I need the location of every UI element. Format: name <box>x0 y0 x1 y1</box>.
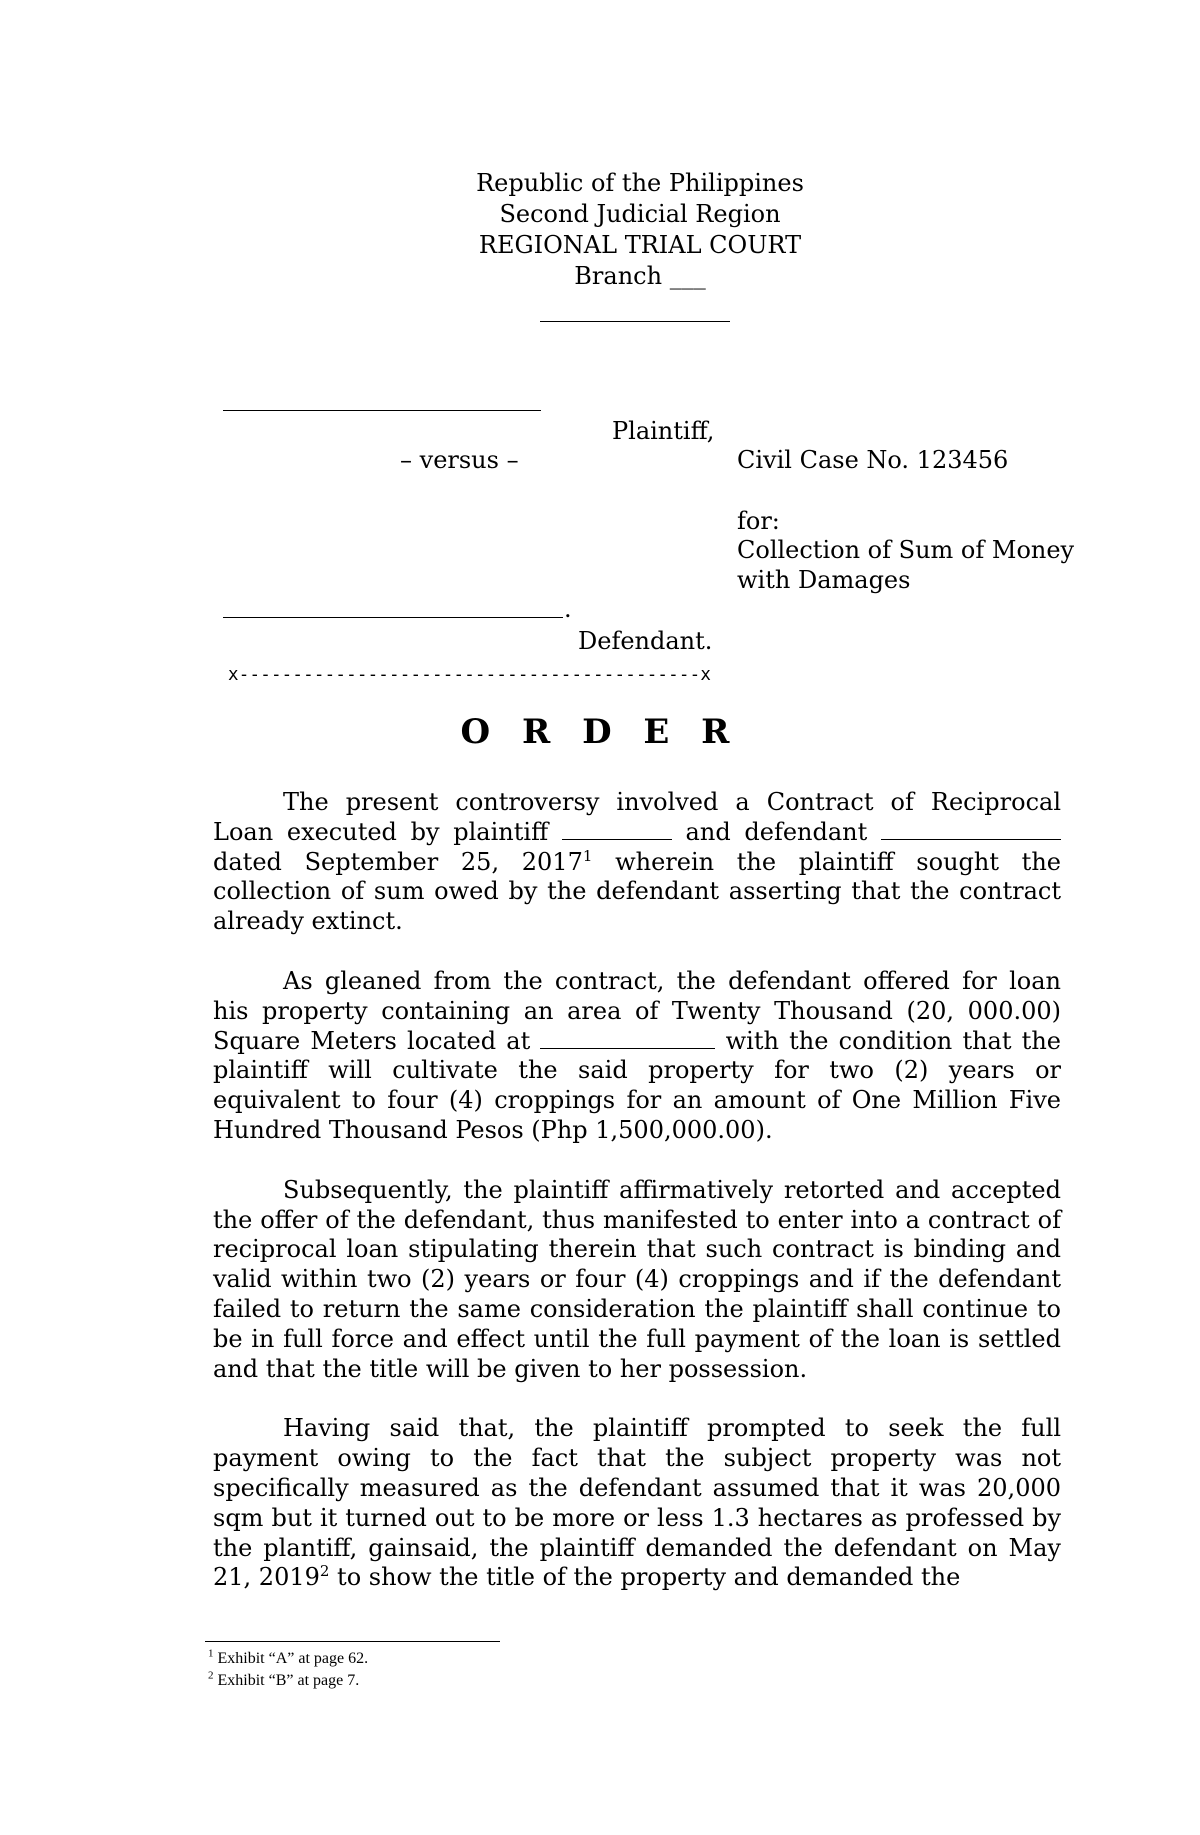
header-court: REGIONAL TRIAL COURT <box>478 231 802 259</box>
plaintiff-label: Plaintiff, <box>612 417 715 445</box>
paragraph-4-text-a: Having said that, the plaintiff prompted to seek the full payment owing to the fact that the subject property was not specifically measured as the defendant assumed that it was 20,000 sqm but it turned out to be more or less 1.3 hectares as professed by the plantiff, gainsaid, the plaintiff demanded the defendant on May 21, 2019 <box>213 1414 1061 1592</box>
paragraph-1-text-a: The present controversy involved a Contract of Reciprocal Loan executed by plaintiff <box>213 788 1061 846</box>
paragraph-1-text-c: dated September 25, 2017 <box>213 847 583 876</box>
footnote-2-text: Exhibit “B” at page 7. <box>213 1672 360 1689</box>
paragraph-4-text-b: to show the title of the property and demanded the <box>329 1563 961 1592</box>
case-for-label: for: <box>737 507 780 535</box>
defendant-label: Defendant. <box>578 627 713 655</box>
header-location-blank <box>540 321 730 322</box>
caption-separator: x-------------------------------------------x <box>228 665 712 685</box>
paragraph-1-text-d: wherein the plaintiff sought the collection of sum owed by the defendant asserting that the contract already extinct. <box>213 847 1061 936</box>
paragraph-4 <box>213 1414 1061 1593</box>
court-header <box>340 168 940 292</box>
defendant-name-blank <box>223 617 563 618</box>
footnote-1-number: 1 <box>208 1647 214 1660</box>
header-branch: Branch ___ <box>574 262 706 290</box>
plaintiff-blank <box>562 821 672 840</box>
paragraph-2-text-a: As gleaned from the contract, the defendant offered for loan his property containing an area of Twenty Thousand (20, 000.00) Square Meters located at <box>213 966 1061 1055</box>
header-region: Second Judicial Region <box>499 200 781 228</box>
footnote-2 <box>208 1670 368 1692</box>
case-number: Civil Case No. 123456 <box>737 446 1009 474</box>
order-body <box>213 788 1061 1623</box>
defendant-period: . <box>564 595 572 623</box>
versus-label: – versus – <box>400 446 519 474</box>
footnote-ref-2: 2 <box>319 1562 330 1581</box>
paragraph-1-text-b: and defendant <box>671 817 881 846</box>
case-nature-line1: Collection of Sum of Money <box>737 536 1075 564</box>
footnotes <box>208 1648 368 1692</box>
case-nature-line2: with Damages <box>737 566 911 594</box>
paragraph-3: Subsequently, the plaintiff affirmatively retorted and accepted the offer of the defendant, thus manifested to enter into a contract of reciprocal loan stipulating therein that such contract is binding and valid within two (2) years or four (4) croppings and if the defendant failed to return the same consideration the plaintiff shall continue to be in full force and effect until the full payment of the loan is settled and that the title will be given to her possession. <box>213 1175 1061 1383</box>
paragraph-2 <box>213 967 1061 1146</box>
location-blank <box>540 1030 715 1049</box>
footnote-1 <box>208 1648 368 1670</box>
footnote-2-number: 2 <box>208 1669 214 1682</box>
paragraph-1 <box>213 788 1061 937</box>
order-title: O R D E R <box>460 712 740 752</box>
defendant-blank <box>881 821 1061 840</box>
paragraph-2-text-b: with the condition that the plaintiff will cultivate the said property for two (2) years or equivalent to four (4) croppings for an amount of One Million Five Hundred Thousand Pesos (Php 1,500,000.00). <box>213 1026 1061 1144</box>
header-republic: Republic of the Philippines <box>476 169 804 197</box>
footnote-ref-1: 1 <box>582 846 593 865</box>
plaintiff-name-blank <box>223 410 541 411</box>
footnote-1-text: Exhibit “A” at page 62. <box>213 1650 369 1667</box>
footnote-rule <box>205 1641 500 1642</box>
